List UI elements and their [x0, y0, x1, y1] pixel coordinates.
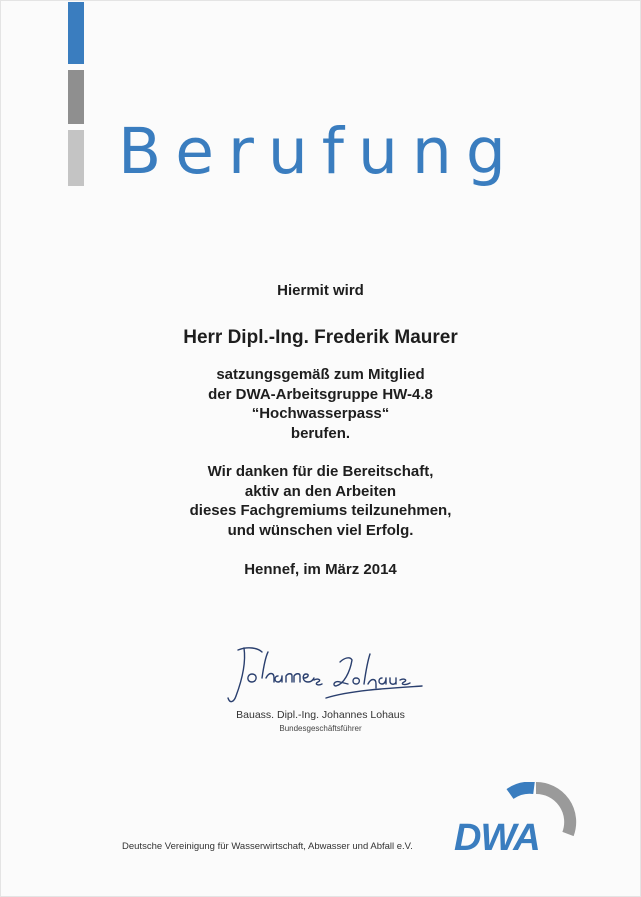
appointment-line: der DWA-Arbeitsgruppe HW-4.8: [208, 385, 433, 403]
document-heading: Berufung: [118, 115, 520, 188]
appointment-line: “Hochwasserpass“: [251, 405, 390, 422]
dwa-logo-icon: [450, 782, 590, 862]
intro-text: Hiermit wird: [277, 282, 364, 299]
thanks-paragraph: [0, 462, 641, 540]
gray-stripe-icon: [68, 70, 84, 124]
place-date: Hennef, im März 2014: [244, 561, 397, 578]
thanks-line: dieses Fachgremiums teilzunehmen,: [189, 502, 452, 519]
signer-name: Bauass. Dipl.-Ing. Johannes Lohaus: [236, 709, 405, 721]
thanks-line: Wir danken für die Bereitschaft,: [207, 463, 434, 480]
signer-role: Bundesgeschäftsführer: [279, 724, 362, 733]
recipient-name: Herr Dipl.-Ing. Frederik Maurer: [183, 327, 458, 348]
appointment-line: satzungsgemäß zum Mitglied: [216, 366, 425, 383]
thanks-line: aktiv an den Arbeiten: [244, 482, 397, 500]
thanks-line: und wünschen viel Erfolg.: [227, 521, 414, 539]
organization-name: Deutsche Vereinigung für Wasserwirtschaft, Abwasser und Abfall e.V.: [122, 841, 413, 852]
light-gray-stripe-icon: [68, 130, 84, 186]
logo-text: DWA: [454, 817, 540, 859]
handwritten-signature-icon: [222, 640, 432, 710]
appointment-paragraph: [0, 365, 641, 443]
blue-stripe-icon: [68, 2, 84, 64]
appointment-line: berufen.: [290, 424, 351, 442]
